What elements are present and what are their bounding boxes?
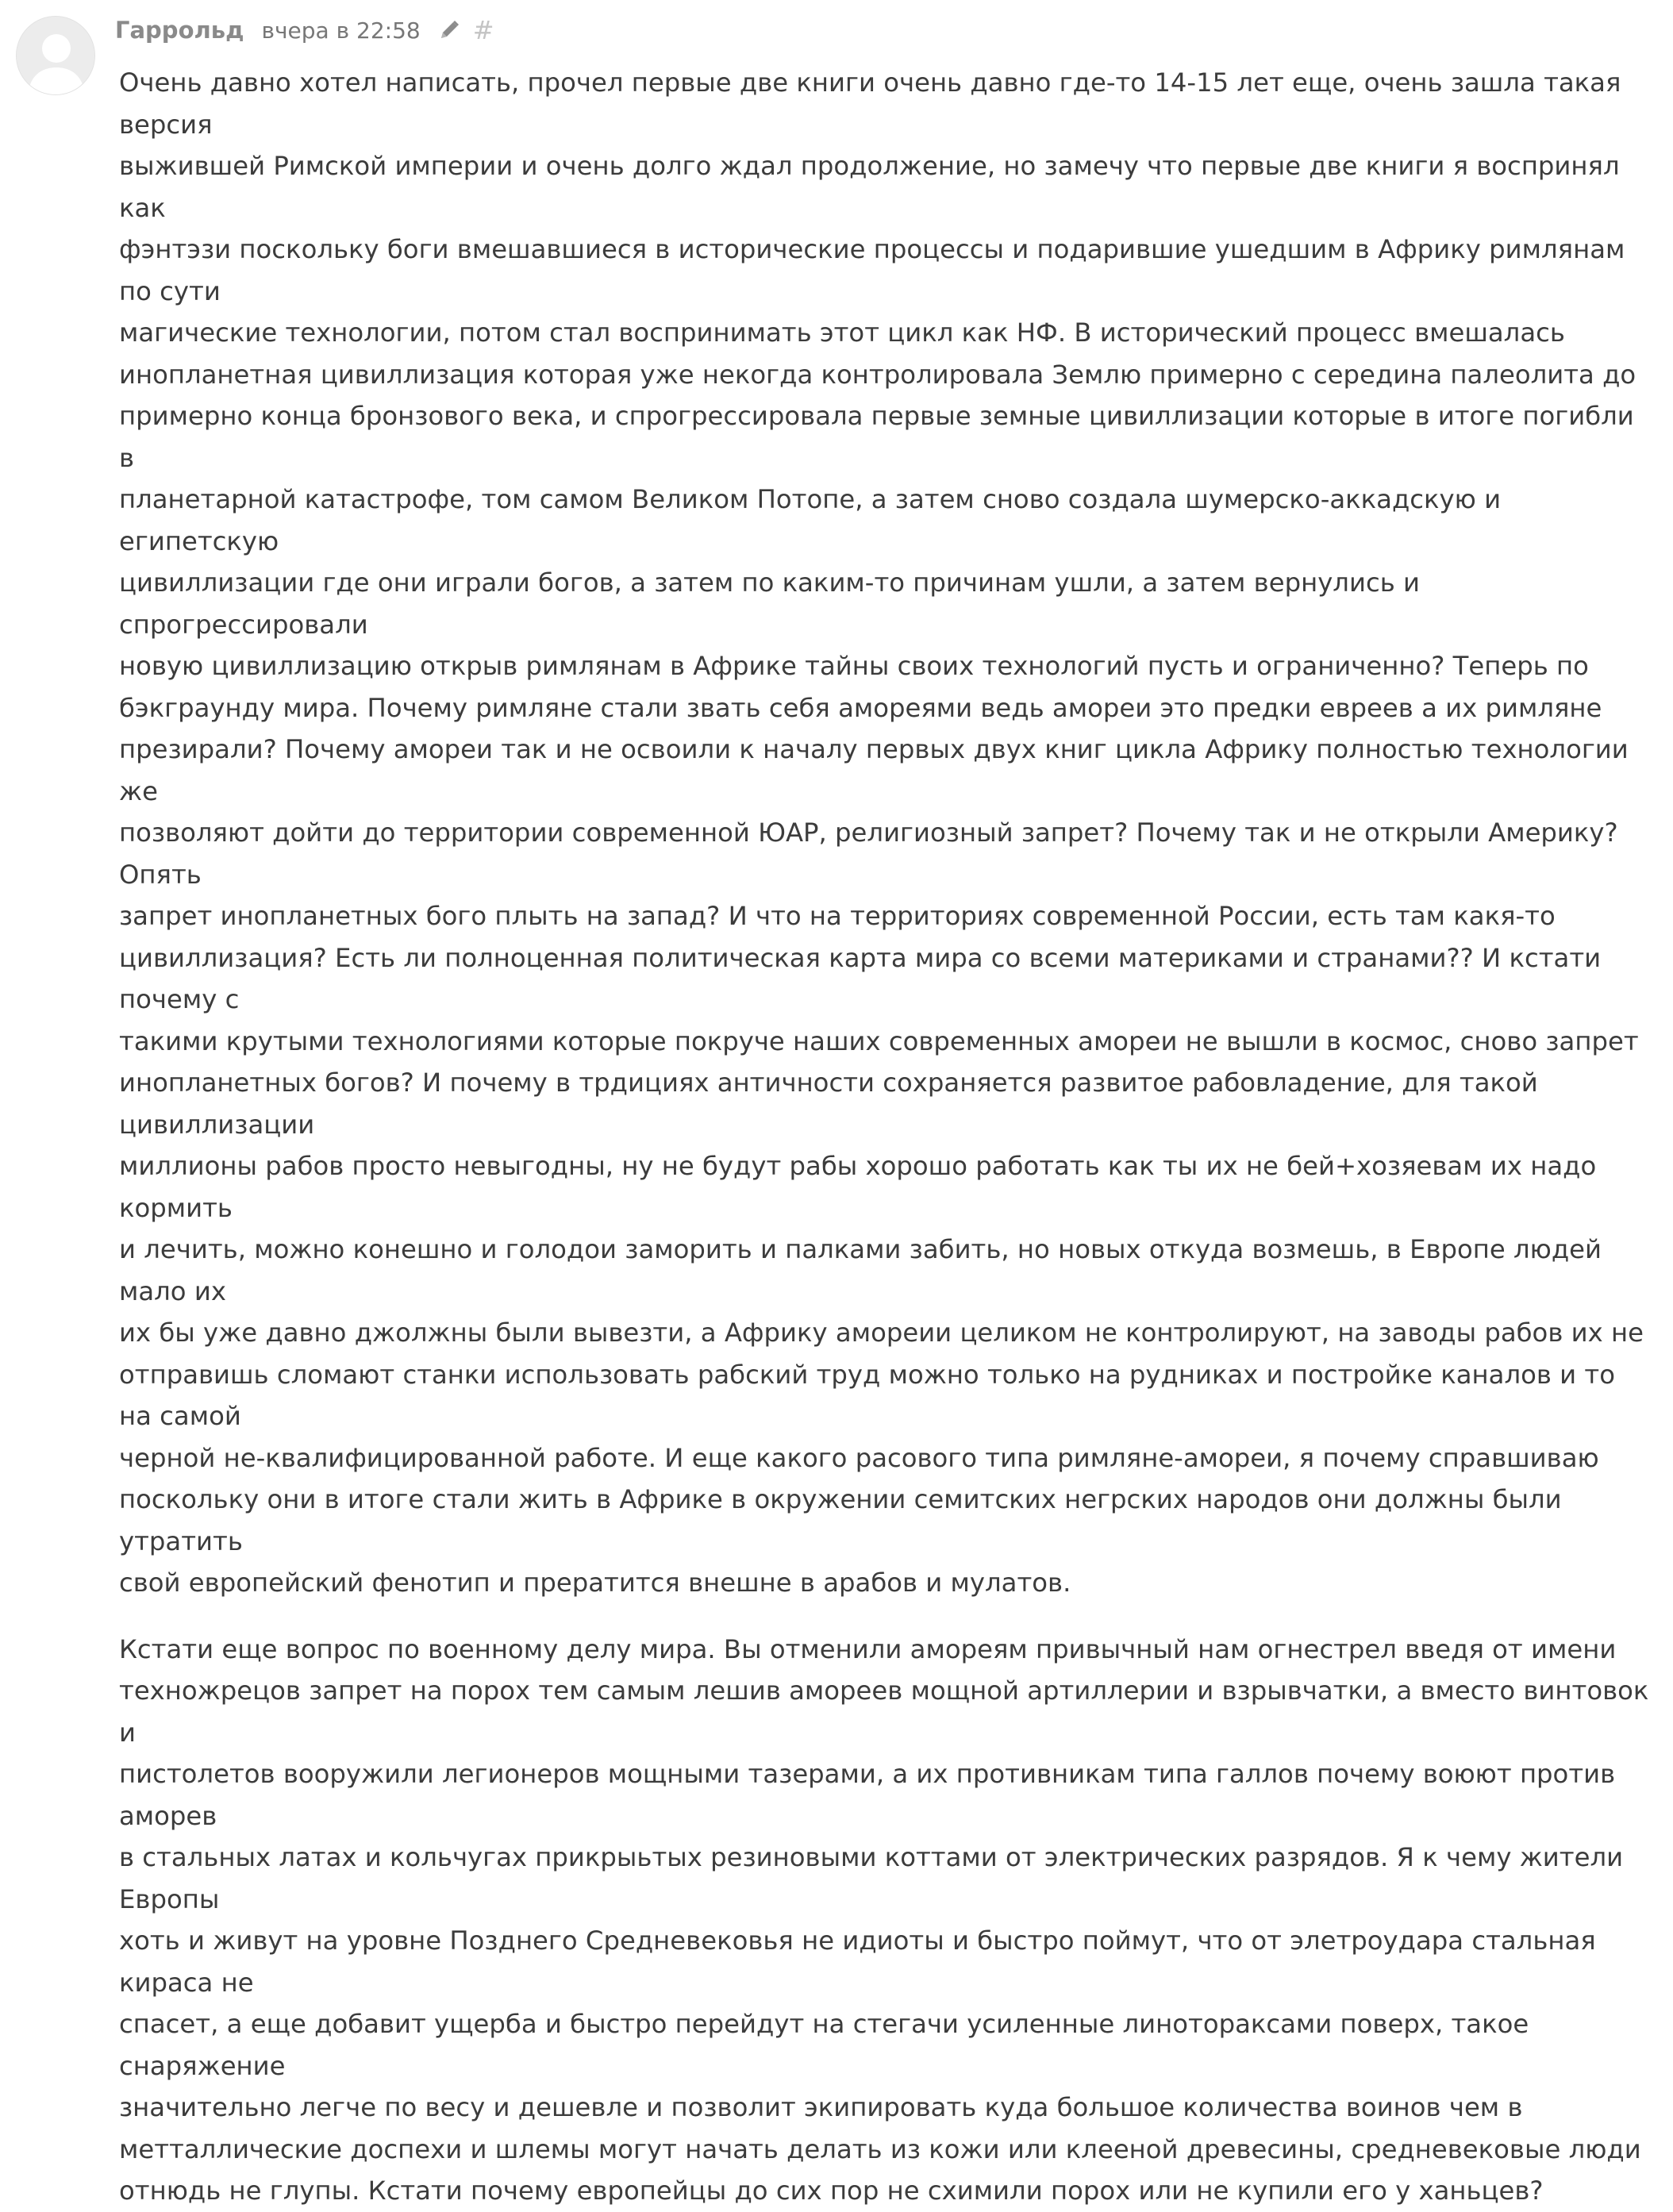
user-silhouette-icon — [17, 17, 95, 95]
author-name[interactable]: Гаррольд — [115, 17, 244, 44]
comment-meta — [115, 11, 494, 49]
permalink-hash[interactable]: # — [472, 15, 494, 45]
comment-paragraph: Очень давно хотел написать, прочел первые две книги очень давно где-то 14-15 лет еще, очень зашла такая версия выжившей Римской империи и очень долго ждал продолжение, но замечу что первые две книги я воспринял как фэнтэзи поскольку боги вмешавшиеся в исторические процессы и подарившие ушедшим в Африку римлянам по сути магические технологии, потом стал воспринимать этот цикл как НФ. В исторический процесс вмешалась инопланетная цивиллизация которая уже некогда контролировала Землю примерно с середина палеолита до примерно конца бронзового века, и спрогрессировала первые земные цивиллизации которые в итоге погибли в планетарной катастрофе, том самом Великом Потопе, а затем сново создала шумерско-аккадскую и египетскую цивиллизации где они играли богов, а затем по каким-то причинам ушли, а затем вернулись и спрогрессировали новую цивиллизацию открыв римлянам в Африке тайны своих технологий пусть и ограниченно? Теперь по бэкграунду мира. Почему римляне стали звать себя амореями ведь амореи это предки евреев а их римляне презирали? Почему амореи так и не освоили к началу первых двух книг цикла Африку полностью технологии же позволяют дойти до территории современной ЮАР, религиозный запрет? Почему так и не открыли Америку? Опять запрет инопланетных бого плыть на запад? И что на территориях современной России, есть там какя-то цивиллизация? Есть ли полноценная политическая карта мира со всеми материками и странами?? И кстати почему с такими крутыми технологиями которые покруче наших современных амореи не вышли в космос, сново запрет инопланетных богов? И почему в трдициях античности сохраняется развитое рабовладение, для такой цивиллизации миллионы рабов просто невыгодны, ну не будут рабы хорошо работать как ты их не бей+хозяевам их надо кормить и лечить, можно конешно и голодои заморить и палками забить, но новых откуда возмешь, в Европе людей мало их их бы уже давно джолжны были вывезти, а Африку амореии целиком не контролируют, на заводы рабов их не отправишь сломают станки использовать рабский труд можно только на рудниках и постройке каналов и то на самой черной не-квалифицированной работе. И еще какого расового типа римляне-амореи, я почему справшиваю поскольку они в итоге стали жить в Африке в окружении семитских негрских народов они должны были утратить свой европейский фенотип и прератится внешне в арабов и мулатов. — [119, 67, 1644, 1598]
comment-paragraph: Кстати еще вопрос по военному делу мира. Вы отменили амореям привычный нам огнестрел введя от имени техножрецов запрет на порох тем самым лешив амореев мощной артиллерии и взрывчатки, а вместо винтовок и пистолетов вооружили легионеров мощными тазерами, а их противникам типа галлов почему воюют против аморев в стальных латах и кольчугах прикрыьтых резиновыми коттами от электрических разрядов. Я к чему жители Европы хоть и живут на уровне Позднего Средневековья не идиоты и быстро поймут, что от элетроудара стальная кираса не спасет, а еще добавит ущерба и быстро перейдут на стегачи усиленные линотораксами поверх, такое снаряжение значительно легче по весу и дешевле и позволит экипировать куда большое количества воинов чем в метталлические доспехи и шлемы могут начать делать из кожи или клееной древесины, средневековые люди отнюдь не глупы. Кстати почему европейцы до сих пор не схимили порох или не купили его у ханьцев? — [119, 1633, 1649, 2206]
avatar[interactable] — [16, 16, 95, 95]
comment-date[interactable]: вчера в 22:58 — [261, 17, 421, 44]
comment-body — [119, 62, 1651, 2212]
pencil-icon[interactable] — [438, 19, 460, 41]
